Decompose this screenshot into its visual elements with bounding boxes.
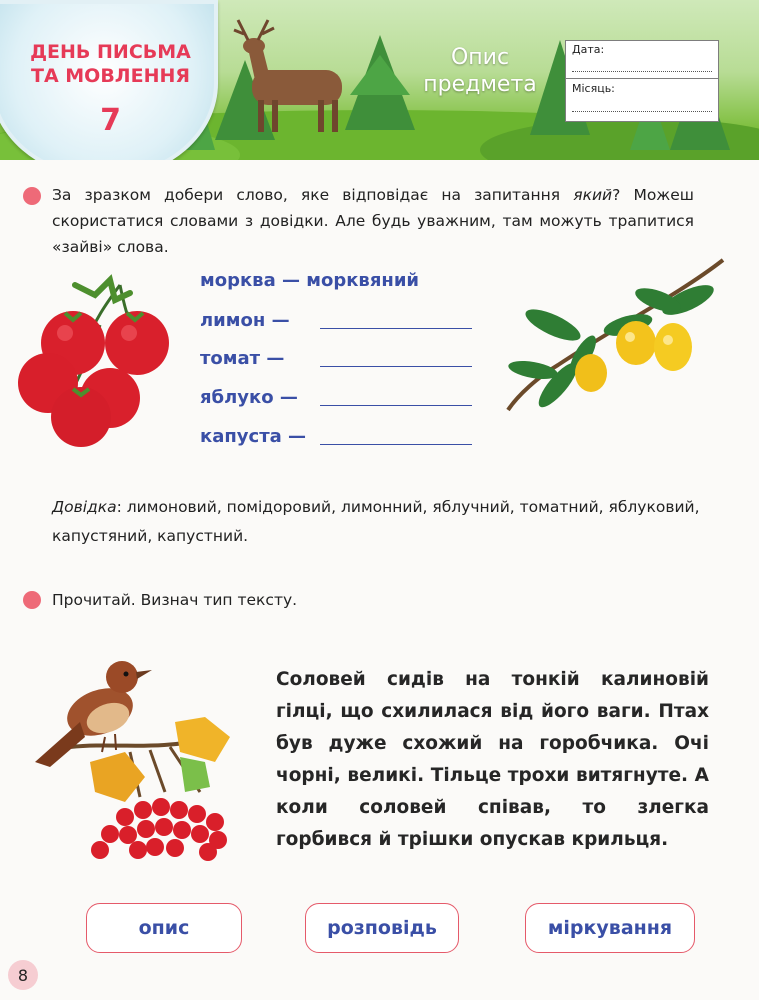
lemon-branch-icon: [498, 255, 728, 425]
date-field[interactable]: [572, 71, 712, 72]
answer-line-tomato[interactable]: [320, 366, 472, 367]
task1-question-word: який: [573, 186, 613, 204]
task1-text-before: За зразком добери слово, яке відповідає на запитання: [52, 186, 574, 204]
nightingale-viburnum-icon: [30, 652, 245, 867]
topic-line2: предмета: [423, 72, 537, 97]
date-label: Дата:: [572, 43, 605, 56]
month-field[interactable]: [572, 111, 712, 112]
task1-bullet-icon: [23, 187, 41, 205]
word-cabbage: капуста —: [200, 426, 307, 447]
header-banner: [0, 0, 759, 160]
option-description-button[interactable]: опис: [86, 903, 242, 953]
day-number: 7: [100, 103, 121, 138]
answer-line-cabbage[interactable]: [320, 444, 472, 445]
word-apple: яблуко —: [200, 387, 298, 408]
hint-label: Довідка: [52, 498, 117, 516]
date-divider: [566, 78, 718, 79]
word-lemon: лимон —: [200, 310, 290, 331]
page-number: 8: [8, 960, 38, 990]
date-box: [565, 40, 719, 122]
example-word: морква — морквяний: [200, 270, 420, 291]
day-title-line2: ТА МОВЛЕННЯ: [30, 65, 190, 87]
option-narration-button[interactable]: розповідь: [305, 903, 459, 953]
answer-line-lemon[interactable]: [320, 328, 472, 329]
task1-text-after: ? Можеш скористатися словами з довідки. Але будь уважним, там можуть трапитися «зайві» слова.: [52, 186, 694, 256]
day-title-line1: ДЕНЬ ПИСЬМА: [30, 41, 191, 63]
day-title: [18, 40, 203, 88]
hint-words: : лимоновий, помідоровий, лимонний, яблучний, томатний, яблуковий, капустяний, капустний.: [52, 498, 700, 545]
task1-instruction: [52, 182, 694, 260]
hint-text: [52, 493, 712, 551]
topic-line1: Опис: [450, 45, 510, 70]
task2-instruction: Прочитай. Визнач тип тексту.: [52, 591, 298, 609]
lesson-topic: [405, 44, 555, 98]
answer-line-apple[interactable]: [320, 405, 472, 406]
tomatoes-icon: [15, 265, 180, 450]
month-label: Місяць:: [572, 82, 615, 95]
word-tomato: томат —: [200, 348, 285, 369]
option-reasoning-button[interactable]: міркування: [525, 903, 695, 953]
story-text: Соловей сидів на тонкій калиновій гілці, що схилилася від його ваги. Птах був дуже схожий на горобчика. Очі чорні, великі. Тільце трохи витягнуте. А коли соловей співав, то злегка горбився й трішки опускав крильця.: [276, 669, 709, 850]
task2-bullet-icon: [23, 591, 41, 609]
